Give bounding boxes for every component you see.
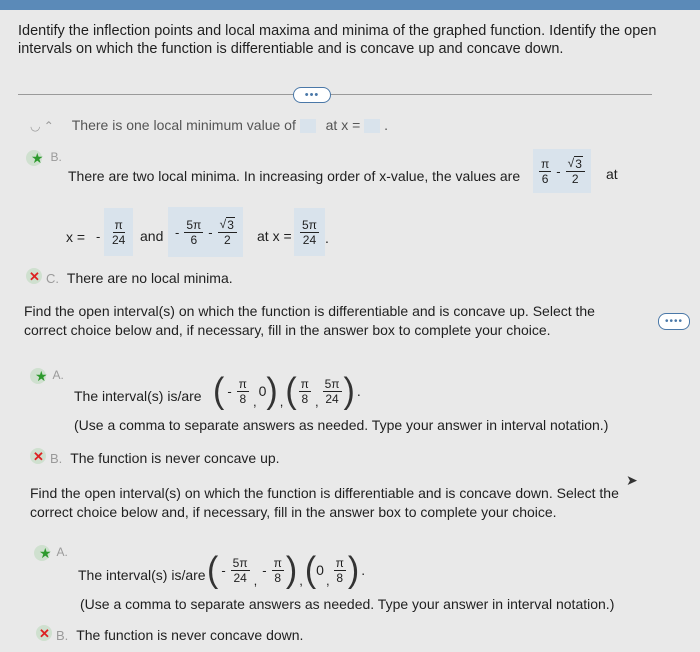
question-text: Identify the inflection points and local maxima and minima of the graphed function. Identify the open intervals on which the function is differentiable and is concave up and concave down. xyxy=(18,23,657,57)
concave-up-choice-b-text: B. The function is never concave up. xyxy=(50,450,280,466)
incorrect-x-icon: ✕ xyxy=(33,449,44,464)
answer-box[interactable] xyxy=(300,119,316,133)
concave-down-note: (Use a comma to separate answers as needed. Type your answer in interval notation.) xyxy=(80,596,615,612)
at-word: at xyxy=(606,166,618,182)
concave-up-choice-a-radio[interactable]: ★ $^{A.}$ xyxy=(30,368,64,389)
minima-choice-c-radio[interactable] xyxy=(26,268,42,289)
incorrect-x-icon: ✕ xyxy=(29,269,40,284)
concave-down-choice-b-radio[interactable] xyxy=(36,625,52,646)
concave-up-choice-b-radio[interactable] xyxy=(30,448,46,469)
choice-a-text-before: There is one local minimum value of xyxy=(71,117,296,133)
choice-a-letter: ◡ ⌃ xyxy=(30,119,54,133)
correct-star-icon: ★ xyxy=(31,150,44,166)
answer-box-x1[interactable]: $\frac{\pi}{24}$ xyxy=(104,208,133,256)
concave-down-label: The interval(s) is/are xyxy=(78,567,206,583)
correct-star-icon: ★ xyxy=(39,545,52,561)
choice-a-text-after: at x = xyxy=(325,117,361,133)
concave-up-note: (Use a comma to separate answers as needed. Type your answer in interval notation.) xyxy=(74,417,609,433)
incorrect-x-icon: ✕ xyxy=(39,626,50,641)
concave-down-choice-b-text: B. The function is never concave down. xyxy=(56,627,304,643)
x-equals: x = xyxy=(66,229,86,245)
answer-box-value2[interactable]: - $\frac{5\pi}{6}$ - √ 3 2 xyxy=(168,207,243,257)
side-menu-button[interactable]: •••• xyxy=(658,313,690,330)
mouse-cursor-icon: ➤ xyxy=(626,472,638,488)
correct-star-icon: ★ xyxy=(35,368,48,384)
divider xyxy=(18,94,652,95)
expand-more-button[interactable]: ••• xyxy=(293,87,331,103)
concave-down-prompt: Find the open interval(s) on which the function is differentiable and is concave down. Select the correct choice below and, if necessary, fill in the answer box to complete your choice. xyxy=(30,485,619,520)
answer-box-value1[interactable]: $\frac{\pi}{6}$ - √ 3 2 xyxy=(533,149,591,193)
minima-choice-c-text: C. There are no local minima. xyxy=(46,270,233,286)
answer-box[interactable] xyxy=(364,119,380,133)
concave-down-answer[interactable]: ( - $\frac{5\pi}{24}$ , - $\frac{\pi}{8}$ ) , ( 0 , $\frac{\pi}{8}$ ) . xyxy=(207,550,366,590)
concave-up-label: The interval(s) is/are xyxy=(74,388,202,404)
and-word: and xyxy=(140,228,164,244)
concave-up-answer[interactable]: ( - $\frac{\pi}{8}$ , 0 ) , ( $\frac{\pi}{8}$ , $\frac{5\pi}{24}$ ) . xyxy=(213,371,361,411)
top-bar xyxy=(0,0,700,10)
concave-down-choice-a-radio[interactable]: ★ $^{A.}$ xyxy=(34,545,68,566)
concave-up-prompt: Find the open interval(s) on which the function is differentiable and is concave up. Select the correct choice below and, if necessary, fill in the answer box to complete your choice. xyxy=(24,303,595,338)
minima-choice-b-radio[interactable]: ★ $^{B.}$ xyxy=(26,150,62,171)
at-x-equals: at x = xyxy=(257,228,292,244)
minima-choice-b-text: There are two local minima. In increasing order of x-value, the values are xyxy=(68,168,521,184)
minima-choice-a[interactable]: ◡ ⌃ There is one local minimum value of at x = . xyxy=(30,117,388,133)
answer-box-x2[interactable]: $\frac{5\pi}{24}$ xyxy=(294,208,325,256)
